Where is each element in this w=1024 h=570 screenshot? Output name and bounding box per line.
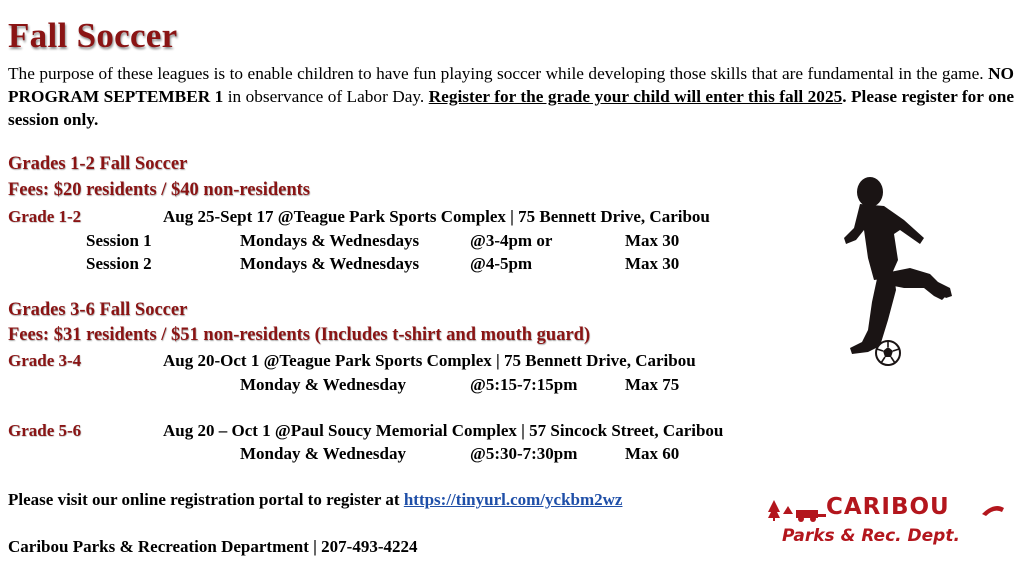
session-1-time: @3-4pm or bbox=[470, 231, 553, 250]
intro-paragraph bbox=[8, 62, 1014, 131]
session-2-days: Mondays & Wednesdays bbox=[240, 254, 420, 273]
tree-skyline-icon bbox=[768, 498, 828, 522]
logo-parks-rec-text: Parks & Rec. Dept. bbox=[782, 526, 960, 546]
logo-caribou-text: CARIBOU bbox=[826, 494, 950, 520]
section-1-heading: Grades 1-2 Fall Soccer bbox=[8, 154, 188, 174]
grade-5-6-days: Monday & Wednesday bbox=[240, 444, 406, 463]
intro-no-program: NO PROGRAM SEPTEMBER 1 bbox=[8, 64, 1014, 106]
intro-register-note: Register for the grade your child will enter this fall 2025 bbox=[428, 87, 843, 106]
grade-3-4-max: Max 75 bbox=[625, 375, 680, 394]
grade-5-6-location: Aug 20 – Oct 1 @Paul Soucy Memorial Complex | 57 Sincock Street, Caribou bbox=[163, 421, 724, 440]
grade-5-6-max: Max 60 bbox=[625, 444, 680, 463]
session-1-days: Mondays & Wednesdays bbox=[240, 231, 420, 250]
grade-1-2-location: Aug 25-Sept 17 @Teague Park Sports Complex | 75 Bennett Drive, Caribou bbox=[163, 207, 710, 226]
registration-line bbox=[8, 490, 622, 510]
section-2-fees: Fees: $31 residents / $51 non-residents (Includes t-shirt and mouth guard) bbox=[8, 325, 591, 345]
grade-5-6-label: Grade 5-6 bbox=[8, 421, 82, 440]
session-1-max: Max 30 bbox=[625, 231, 680, 250]
section-1-fees: Fees: $20 residents / $40 non-residents bbox=[8, 180, 310, 200]
footer-contact: Caribou Parks & Recreation Department | 207-493-4224 bbox=[8, 537, 418, 556]
session-2-name: Session 2 bbox=[86, 254, 152, 273]
soccer-player-icon bbox=[838, 170, 958, 370]
grade-3-4-label: Grade 3-4 bbox=[8, 351, 82, 370]
intro-one-session: . Please register for one session only. bbox=[8, 87, 1014, 129]
intro-text-3: in observance of Labor Day. bbox=[223, 87, 429, 106]
grade-5-6-time: @5:30-7:30pm bbox=[470, 444, 578, 463]
registration-link[interactable]: https://tinyurl.com/yckbm2wz bbox=[403, 490, 623, 509]
session-2-time: @4-5pm bbox=[470, 254, 533, 273]
logo-swoosh-icon bbox=[982, 500, 1004, 518]
session-2-max: Max 30 bbox=[625, 254, 680, 273]
session-1-name: Session 1 bbox=[86, 231, 152, 250]
section-2-heading: Grades 3-6 Fall Soccer bbox=[8, 300, 188, 320]
grade-3-4-days: Monday & Wednesday bbox=[240, 375, 406, 394]
registration-text: Please visit our online registration portal to register at bbox=[8, 490, 404, 509]
soccer-ball-icon bbox=[876, 341, 900, 365]
grade-3-4-time: @5:15-7:15pm bbox=[470, 375, 578, 394]
caribou-logo bbox=[768, 494, 1004, 554]
page-title: Fall Soccer bbox=[8, 16, 178, 55]
grade-1-2-label: Grade 1-2 bbox=[8, 207, 82, 226]
grade-3-4-location: Aug 20-Oct 1 @Teague Park Sports Complex | 75 Bennett Drive, Caribou bbox=[163, 351, 696, 370]
intro-text-1: The purpose of these leagues is to enable children to have fun playing soccer while developing those skills that are fundamental in the game. bbox=[8, 64, 989, 83]
